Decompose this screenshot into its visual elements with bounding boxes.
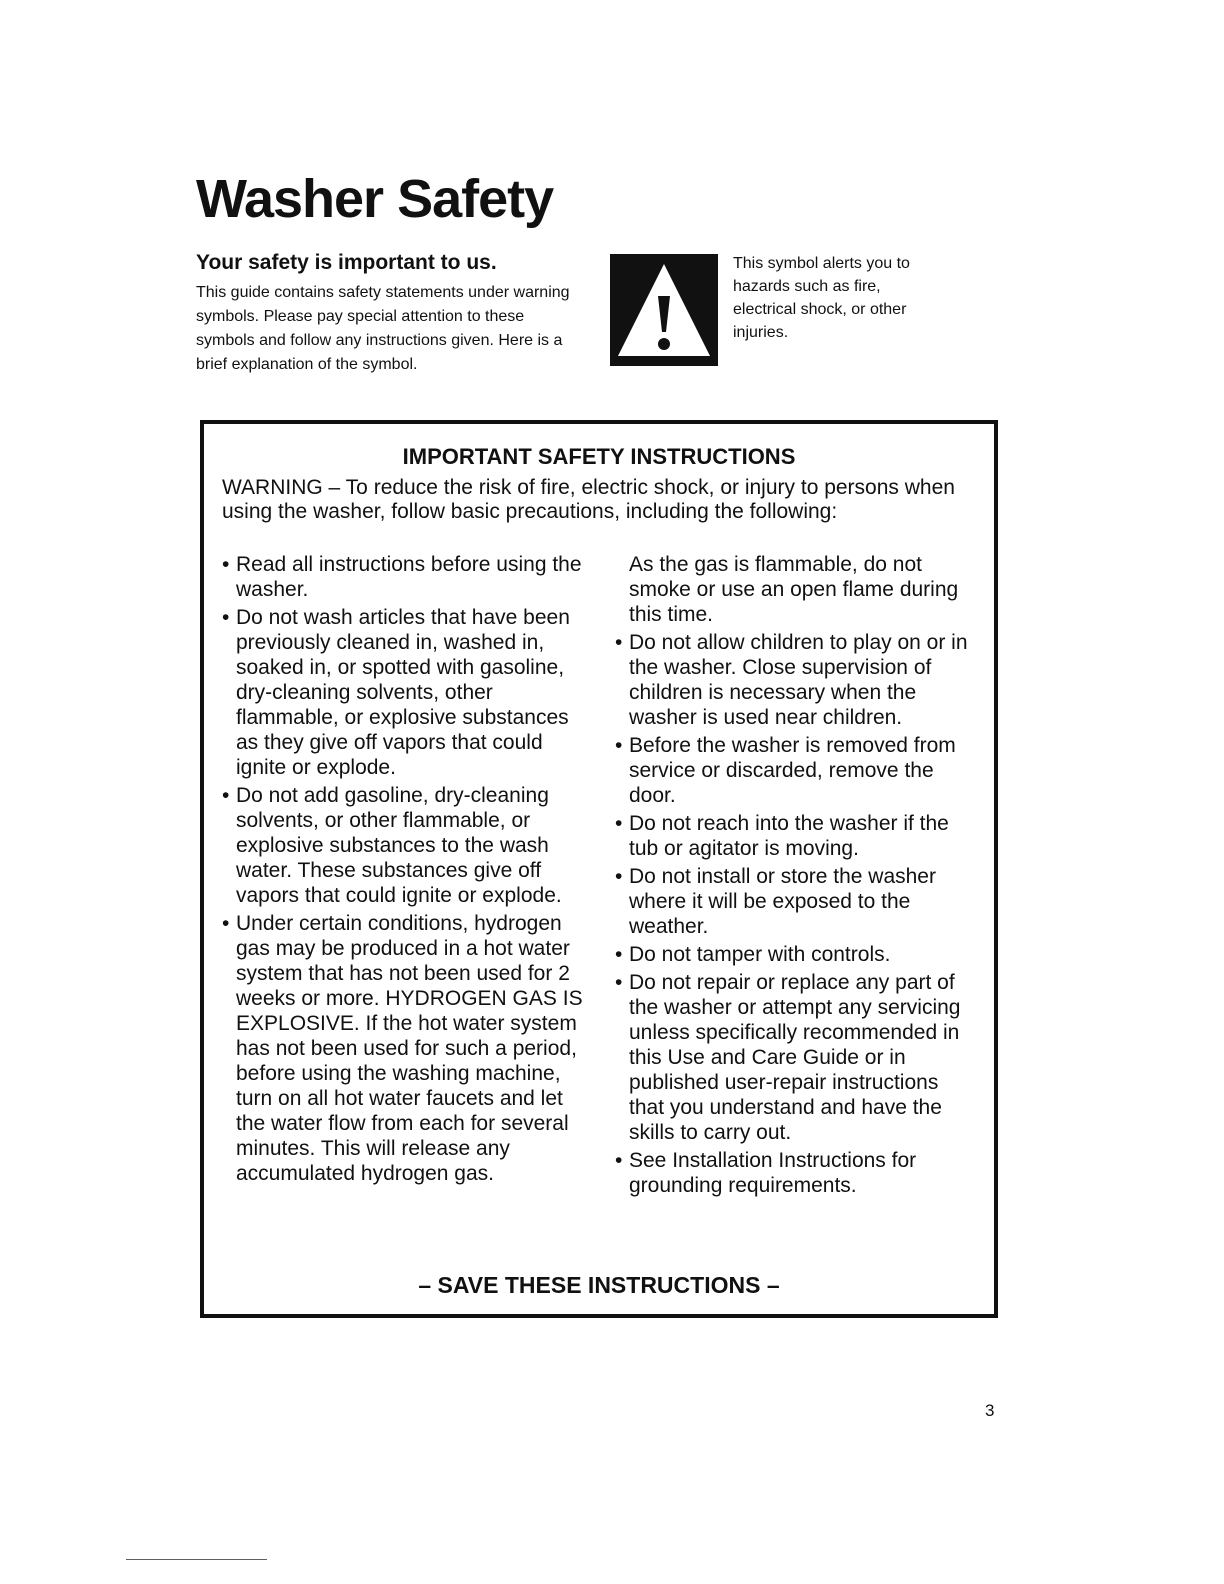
list-item: • Do not allow children to play on or in the washer. Close supervision of children is necessary when the washer is used near children. <box>615 630 975 730</box>
instructions-right-column <box>615 552 975 1201</box>
safety-instructions-box <box>200 420 998 1318</box>
page-number: 3 <box>985 1401 995 1420</box>
safety-subheading: Your safety is important to us. <box>196 251 497 274</box>
page-title: Washer Safety <box>196 169 554 229</box>
list-item: • Do not repair or replace any part of the washer or attempt any servicing unless specifically recommended in this Use and Care Guide or in published user-repair instructions that you understand and have the skills to carry out. <box>615 970 975 1145</box>
warning-statement: WARNING – To reduce the risk of fire, electric shock, or injury to persons when using the washer, follow basic precautions, including the following: <box>222 476 955 523</box>
list-item: • Do not install or store the washer where it will be exposed to the weather. <box>615 864 975 939</box>
instructions-left-column <box>222 552 592 1189</box>
list-item-continuation: As the gas is flammable, do not smoke or use an open flame during this time. <box>629 553 959 626</box>
list-item: • Do not add gasoline, dry-cleaning solvents, or other flammable, or explosive substances to the wash water. These substances give off vapors that could ignite or explode. <box>222 783 592 908</box>
save-instructions-footer: – SAVE THESE INSTRUCTIONS – <box>418 1272 780 1298</box>
footer-rule <box>126 1559 267 1560</box>
instructions-heading: IMPORTANT SAFETY INSTRUCTIONS <box>402 444 796 469</box>
list-item: • See Installation Instructions for grounding requirements. <box>615 1148 975 1198</box>
list-item: • Do not tamper with controls. <box>615 942 975 967</box>
warning-triangle-icon <box>610 254 718 366</box>
intro-paragraph: This guide contains safety statements under warning symbols. Please pay special attention to these symbols and follow any instructions given. Here is a brief explanation of the symbol. <box>196 284 570 373</box>
symbol-explanation: This symbol alerts you to hazards such as fire, electrical shock, or other injuries. <box>733 255 910 341</box>
list-item: • Do not reach into the washer if the tub or agitator is moving. <box>615 811 975 861</box>
list-item: • Before the washer is removed from service or discarded, remove the door. <box>615 733 975 808</box>
list-item: • Do not wash articles that have been previously cleaned in, washed in, soaked in, or spotted with gasoline, dry-cleaning solvents, other flammable, or explosive substances as they give off vapors that could ignite or explode. <box>222 605 592 780</box>
list-item: • Under certain conditions, hydrogen gas may be produced in a hot water system that has not been used for 2 weeks or more. HYDROGEN GAS IS EXPLOSIVE. If the hot water system has not been used for such a period, before using the washing machine, turn on all hot water faucets and let the water flow from each for several minutes. This will release any accumulated hydrogen gas. <box>222 911 592 1186</box>
list-item: • Read all instructions before using the washer. <box>222 552 592 602</box>
